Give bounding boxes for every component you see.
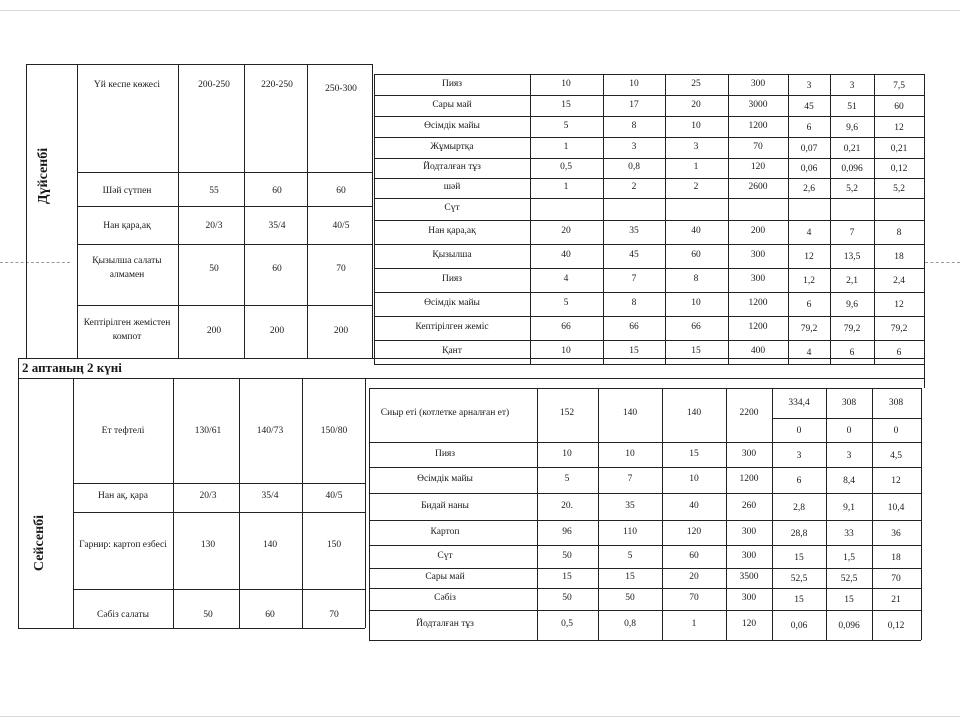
menu-col-rule: [307, 64, 308, 358]
dish-name: Гарнир: картоп езбесі: [79, 540, 167, 550]
ingredient-value: 15: [562, 572, 572, 582]
ingredient-value: 10: [689, 474, 699, 484]
ingredient-value: 12: [804, 252, 814, 262]
ingredient-name: Бидай наны: [421, 501, 469, 511]
ingredient-value: 0,21: [890, 144, 908, 154]
ingredient-value: 70: [689, 593, 699, 603]
ingredient-value: 120: [750, 162, 766, 172]
portion-2: 200: [269, 326, 285, 336]
week-row-right: [924, 358, 925, 388]
ingredient-name: Жұмыртқа: [430, 142, 474, 152]
portion-2: 220-250: [261, 80, 293, 90]
menu-row-rule: [73, 589, 365, 590]
ingredient-value: 17: [629, 100, 639, 110]
ingredient-value: 13,5: [843, 252, 861, 262]
menu-col-rule: [26, 64, 27, 358]
ingredient-value: 10: [691, 121, 701, 131]
ingredient-value: 70: [891, 574, 901, 584]
ingredient-value: 79,2: [800, 324, 818, 334]
ingredient-col-rule: [788, 74, 789, 364]
ingredient-value: 15: [689, 449, 699, 459]
portion-3: 40/5: [332, 221, 350, 231]
ingredient-value: 5: [563, 298, 569, 308]
ingredient-value: 45: [804, 102, 814, 112]
ingredient-name: Нан қара,ақ: [428, 226, 476, 236]
ingredient-row-rule: [374, 220, 924, 221]
ingredient-value: 15: [561, 100, 571, 110]
ingredient-col-rule: [598, 388, 599, 640]
ingredient-row-rule: [369, 493, 921, 494]
ingredient-row-rule: [374, 178, 924, 179]
ingredient-value: 3: [631, 142, 637, 152]
ingredient-value: 8,4: [843, 476, 855, 486]
ingredient-value: 60: [689, 551, 699, 561]
ingredient-value: 3000: [748, 100, 768, 110]
ingredient-value: 334,4: [788, 398, 810, 408]
ingredient-col-rule: [921, 388, 922, 640]
portion-1: 20/3: [205, 221, 223, 231]
portion-3: 40/5: [325, 491, 343, 501]
ingredient-row-rule: [374, 74, 924, 75]
ingredient-value: 2,6: [803, 184, 815, 194]
ingredient-row-rule: [374, 116, 924, 117]
dish-name: Сәбіз салаты: [96, 610, 150, 620]
ingredient-value: 18: [891, 553, 901, 563]
portion-1: 55: [209, 186, 219, 196]
dish-name: Кептірілген жемістен: [83, 318, 171, 328]
dish-name: Үй кеспе көжесі: [93, 80, 161, 90]
ingredient-value: 20.: [561, 501, 573, 511]
ingredient-value: 0: [796, 426, 802, 436]
ingredient-value: 4: [806, 348, 812, 358]
portion-3: 250-300: [325, 84, 357, 94]
ingredient-col-rule: [872, 388, 873, 640]
portion-3: 70: [329, 610, 339, 620]
ingredient-value: 2: [693, 182, 699, 192]
ingredient-value: 10: [691, 298, 701, 308]
fold-mark-right: [925, 262, 960, 263]
menu-col-rule: [178, 64, 179, 358]
menu-col-rule: [173, 378, 174, 628]
ingredient-name: Сиыр еті (котлетке арналған ет): [380, 408, 510, 418]
ingredient-value: 60: [894, 102, 904, 112]
ingredient-name: Сары май: [432, 100, 472, 110]
ingredient-value: 52,5: [840, 574, 858, 584]
portion-3: 150: [326, 540, 342, 550]
ingredient-value: 0: [893, 426, 899, 436]
ingredient-value: 3: [849, 81, 855, 91]
ingredient-value: 10: [629, 79, 639, 89]
ingredient-value: 9,6: [846, 123, 858, 133]
ingredient-name: Пияз: [441, 274, 463, 284]
ingredient-value: 10: [625, 449, 635, 459]
portion-3: 200: [333, 326, 349, 336]
ingredient-value: 0,096: [838, 621, 860, 631]
ingredient-value: 18: [894, 252, 904, 262]
ingredient-name: Йодталған тұз: [423, 162, 481, 172]
ingredient-subrow-rule: [772, 418, 921, 419]
ingredient-value: 0,5: [561, 619, 573, 629]
ingredient-value: 3: [806, 81, 812, 91]
ingredient-value: 79,2: [890, 324, 908, 334]
ingredient-value: 1: [693, 162, 699, 172]
ingredient-value: 10: [561, 346, 571, 356]
ingredient-value: 7,5: [893, 81, 905, 91]
ingredient-value: 4: [806, 228, 812, 238]
ingredient-value: 20: [689, 572, 699, 582]
ingredient-value: 12: [891, 476, 901, 486]
ingredient-name: Кептірілген жеміс: [415, 322, 489, 332]
menu-col-rule: [239, 378, 240, 628]
ingredient-value: 15: [844, 595, 854, 605]
ingredient-value: 50: [562, 593, 572, 603]
ingredient-value: 3: [846, 451, 852, 461]
ingredient-value: 79,2: [843, 324, 861, 334]
ingredient-value: 6: [849, 348, 855, 358]
dish-name: Нан ақ, қара: [98, 491, 148, 501]
ingredient-value: 0,06: [790, 621, 808, 631]
ingredient-value: 40: [561, 250, 571, 260]
ingredient-value: 6: [796, 476, 802, 486]
ingredient-value: 40: [691, 226, 701, 236]
ingredient-value: 21: [891, 595, 901, 605]
ingredient-value: 400: [750, 346, 766, 356]
ingredient-value: 152: [559, 408, 575, 418]
portion-2: 60: [272, 186, 282, 196]
ingredient-col-rule: [369, 388, 370, 640]
menu-col-rule: [302, 378, 303, 628]
dish-name: Шәй сүтпен: [102, 186, 152, 196]
ingredient-value: 8: [896, 228, 902, 238]
ingredient-col-rule: [374, 74, 375, 364]
portion-1: 130: [200, 540, 216, 550]
ingredient-value: 15: [794, 595, 804, 605]
ingredient-value: 35: [625, 501, 635, 511]
ingredient-value: 300: [741, 527, 757, 537]
ingredient-col-rule: [662, 388, 663, 640]
ingredient-value: 0,06: [800, 164, 818, 174]
ingredient-value: 12: [894, 300, 904, 310]
menu-row-rule: [73, 483, 365, 484]
ingredient-value: 70: [753, 142, 763, 152]
dish-name: алмамен: [109, 270, 145, 280]
ingredient-value: 5: [627, 551, 633, 561]
ingredient-value: 25: [691, 79, 701, 89]
scan-edge-bottom: [0, 716, 960, 717]
ingredient-value: 10,4: [887, 503, 905, 513]
ingredient-value: 120: [741, 619, 757, 629]
ingredient-value: 9,1: [843, 503, 855, 513]
ingredient-col-rule: [537, 388, 538, 640]
ingredient-row-rule: [374, 95, 924, 96]
ingredient-value: 15: [629, 346, 639, 356]
ingredient-value: 15: [794, 553, 804, 563]
dish-name: Қызылша салаты: [92, 256, 162, 266]
ingredient-value: 6: [806, 123, 812, 133]
ingredient-row-rule: [374, 268, 924, 269]
ingredient-value: 66: [691, 322, 701, 332]
ingredient-value: 300: [750, 79, 766, 89]
ingredient-name: Пияз: [441, 79, 463, 89]
dish-name: Ет тефтелі: [101, 426, 145, 436]
ingredient-value: 3: [796, 451, 802, 461]
ingredient-row-rule: [369, 442, 921, 443]
ingredient-value: 1,5: [843, 553, 855, 563]
menu-row-rule: [77, 206, 372, 207]
ingredient-row-rule: [369, 640, 921, 641]
ingredient-value: 50: [562, 551, 572, 561]
ingredient-value: 50: [625, 593, 635, 603]
ingredient-col-rule: [728, 74, 729, 364]
ingredient-col-rule: [603, 74, 604, 364]
ingredient-value: 3500: [739, 572, 759, 582]
ingredient-value: 9,6: [846, 300, 858, 310]
ingredient-row-rule: [369, 467, 921, 468]
ingredient-col-rule: [826, 388, 827, 640]
portion-1: 20/3: [199, 491, 217, 501]
ingredient-value: 2: [631, 182, 637, 192]
portion-3: 60: [336, 186, 346, 196]
ingredient-row-rule: [374, 340, 924, 341]
ingredient-value: 308: [888, 398, 904, 408]
ingredient-name: Йодталған тұз: [416, 619, 474, 629]
ingredient-value: 60: [691, 250, 701, 260]
ingredient-value: 10: [561, 79, 571, 89]
ingredient-value: 300: [741, 551, 757, 561]
dish-name: компот: [112, 332, 142, 342]
ingredient-value: 5,2: [846, 184, 858, 194]
ingredient-row-rule: [374, 292, 924, 293]
ingredient-row-rule: [369, 568, 921, 569]
ingredient-value: 5: [564, 474, 570, 484]
ingredient-name: шәй: [443, 182, 461, 192]
ingredient-value: 1200: [739, 474, 759, 484]
week-row-bottom: [18, 378, 924, 379]
ingredient-value: 6: [806, 300, 812, 310]
ingredient-value: 1200: [748, 322, 768, 332]
ingredient-name: Сүт: [444, 203, 460, 213]
ingredient-value: 8: [693, 274, 699, 284]
ingredient-value: 0,096: [841, 164, 863, 174]
ingredient-value: 0,5: [560, 162, 572, 172]
portion-2: 140: [262, 540, 278, 550]
portion-1: 200: [206, 326, 222, 336]
menu-col-rule: [365, 378, 366, 628]
ingredient-row-rule: [374, 158, 924, 159]
ingredient-value: 8: [631, 121, 637, 131]
ingredient-row-rule: [374, 137, 924, 138]
portion-1: 50: [203, 610, 213, 620]
week-row-top: [18, 358, 924, 359]
menu-col-rule: [73, 378, 74, 628]
ingredient-value: 140: [686, 408, 702, 418]
day-label-tuesday: Сейсенбі: [32, 514, 48, 572]
dish-name: Нан қара,ақ: [103, 221, 151, 231]
ingredient-value: 2,8: [793, 503, 805, 513]
ingredient-value: 1: [563, 182, 569, 192]
ingredient-col-rule: [924, 74, 925, 364]
ingredient-value: 3: [693, 142, 699, 152]
ingredient-col-rule: [726, 388, 727, 640]
day-label-monday: Дүйсенбі: [36, 147, 52, 205]
portion-3: 70: [336, 264, 346, 274]
ingredient-name: Картоп: [430, 527, 460, 537]
ingredient-value: 0,12: [887, 621, 905, 631]
ingredient-value: 4: [563, 274, 569, 284]
ingredient-value: 1,2: [803, 276, 815, 286]
ingredient-row-rule: [369, 545, 921, 546]
ingredient-value: 260: [741, 501, 757, 511]
ingredient-name: Қызылша: [432, 250, 472, 260]
ingredient-value: 5,2: [893, 184, 905, 194]
ingredient-value: 300: [741, 593, 757, 603]
ingredient-value: 0,07: [800, 144, 818, 154]
menu-row-rule: [73, 512, 365, 513]
ingredient-value: 110: [623, 527, 637, 537]
ingredient-value: 7: [631, 274, 637, 284]
menu-row-rule: [77, 244, 372, 245]
ingredient-value: 2200: [739, 408, 759, 418]
ingredient-value: 10: [562, 449, 572, 459]
ingredient-name: Сәбіз: [434, 593, 456, 603]
ingredient-value: 8: [631, 298, 637, 308]
ingredient-row-rule: [374, 198, 924, 199]
ingredient-value: 2,4: [893, 276, 905, 286]
ingredient-col-rule: [530, 74, 531, 364]
scan-edge-top: [0, 10, 960, 11]
portion-2: 60: [265, 610, 275, 620]
ingredient-value: 33: [844, 529, 854, 539]
ingredient-value: 200: [750, 226, 766, 236]
ingredient-col-rule: [772, 388, 773, 640]
menu-col-rule: [18, 378, 19, 628]
menu-top-rule: [26, 64, 372, 65]
ingredient-name: Сүт: [437, 551, 453, 561]
ingredient-col-rule: [830, 74, 831, 364]
portion-3: 150/80: [320, 426, 348, 436]
ingredient-value: 1: [691, 619, 697, 629]
ingredient-value: 1200: [748, 121, 768, 131]
ingredient-name: Өсімдік майы: [424, 298, 480, 308]
ingredient-value: 36: [891, 529, 901, 539]
ingredient-row-rule: [369, 520, 921, 521]
ingredient-row-rule: [369, 588, 921, 589]
ingredient-value: 0: [846, 426, 852, 436]
ingredient-value: 52,5: [790, 574, 808, 584]
ingredient-col-rule: [874, 74, 875, 364]
menu-bottom-rule: [18, 628, 365, 629]
ingredient-value: 51: [847, 102, 857, 112]
ingredient-value: 300: [741, 449, 757, 459]
portion-2: 35/4: [261, 491, 279, 501]
ingredient-value: 28,8: [790, 529, 808, 539]
menu-col-rule: [77, 64, 78, 358]
ingredient-value: 4,5: [890, 451, 902, 461]
ingredient-value: 0,8: [624, 619, 636, 629]
portion-1: 200-250: [198, 80, 230, 90]
ingredient-value: 7: [849, 228, 855, 238]
ingredient-value: 15: [625, 572, 635, 582]
ingredient-value: 0,12: [890, 164, 908, 174]
ingredient-value: 120: [686, 527, 702, 537]
ingredient-value: 1: [563, 142, 569, 152]
ingredient-value: 35: [629, 226, 639, 236]
ingredient-value: 7: [627, 474, 633, 484]
portion-2: 35/4: [268, 221, 286, 231]
ingredient-name: Сары май: [425, 572, 465, 582]
ingredient-value: 2,1: [846, 276, 858, 286]
ingredient-value: 40: [689, 501, 699, 511]
ingredient-row-rule: [374, 244, 924, 245]
ingredient-name: Өсімдік майы: [424, 121, 480, 131]
ingredient-value: 45: [629, 250, 639, 260]
ingredient-value: 20: [691, 100, 701, 110]
ingredient-value: 0,21: [843, 144, 861, 154]
menu-col-rule: [244, 64, 245, 358]
ingredient-row-rule: [374, 316, 924, 317]
portion-1: 50: [209, 264, 219, 274]
week-header: 2 аптаның 2 күні: [22, 360, 122, 375]
ingredient-row-rule: [374, 364, 924, 365]
week-row-left: [18, 358, 19, 378]
ingredient-value: 15: [691, 346, 701, 356]
ingredient-value: 96: [562, 527, 572, 537]
ingredient-value: 300: [750, 250, 766, 260]
menu-col-rule: [372, 64, 373, 358]
ingredient-name: Пияз: [434, 449, 456, 459]
menu-row-rule: [77, 172, 372, 173]
menu-row-rule: [77, 305, 372, 306]
ingredient-value: 0,8: [628, 162, 640, 172]
ingredient-value: 20: [561, 226, 571, 236]
ingredient-value: 308: [841, 398, 857, 408]
ingredient-name: Қант: [442, 346, 462, 356]
ingredient-top-rule: [369, 388, 921, 389]
ingredient-value: 300: [750, 274, 766, 284]
portion-2: 60: [272, 264, 282, 274]
ingredient-value: 6: [896, 348, 902, 358]
portion-2: 140/73: [256, 426, 284, 436]
ingredient-name: Өсімдік майы: [417, 474, 473, 484]
fold-mark-left: [0, 262, 70, 263]
ingredient-value: 66: [561, 322, 571, 332]
ingredient-row-rule: [369, 610, 921, 611]
ingredient-value: 2600: [748, 182, 768, 192]
portion-1: 130/61: [194, 426, 222, 436]
ingredient-col-rule: [665, 74, 666, 364]
ingredient-value: 12: [894, 123, 904, 133]
ingredient-value: 66: [629, 322, 639, 332]
ingredient-value: 5: [563, 121, 569, 131]
ingredient-value: 1200: [748, 298, 768, 308]
ingredient-value: 140: [622, 408, 638, 418]
